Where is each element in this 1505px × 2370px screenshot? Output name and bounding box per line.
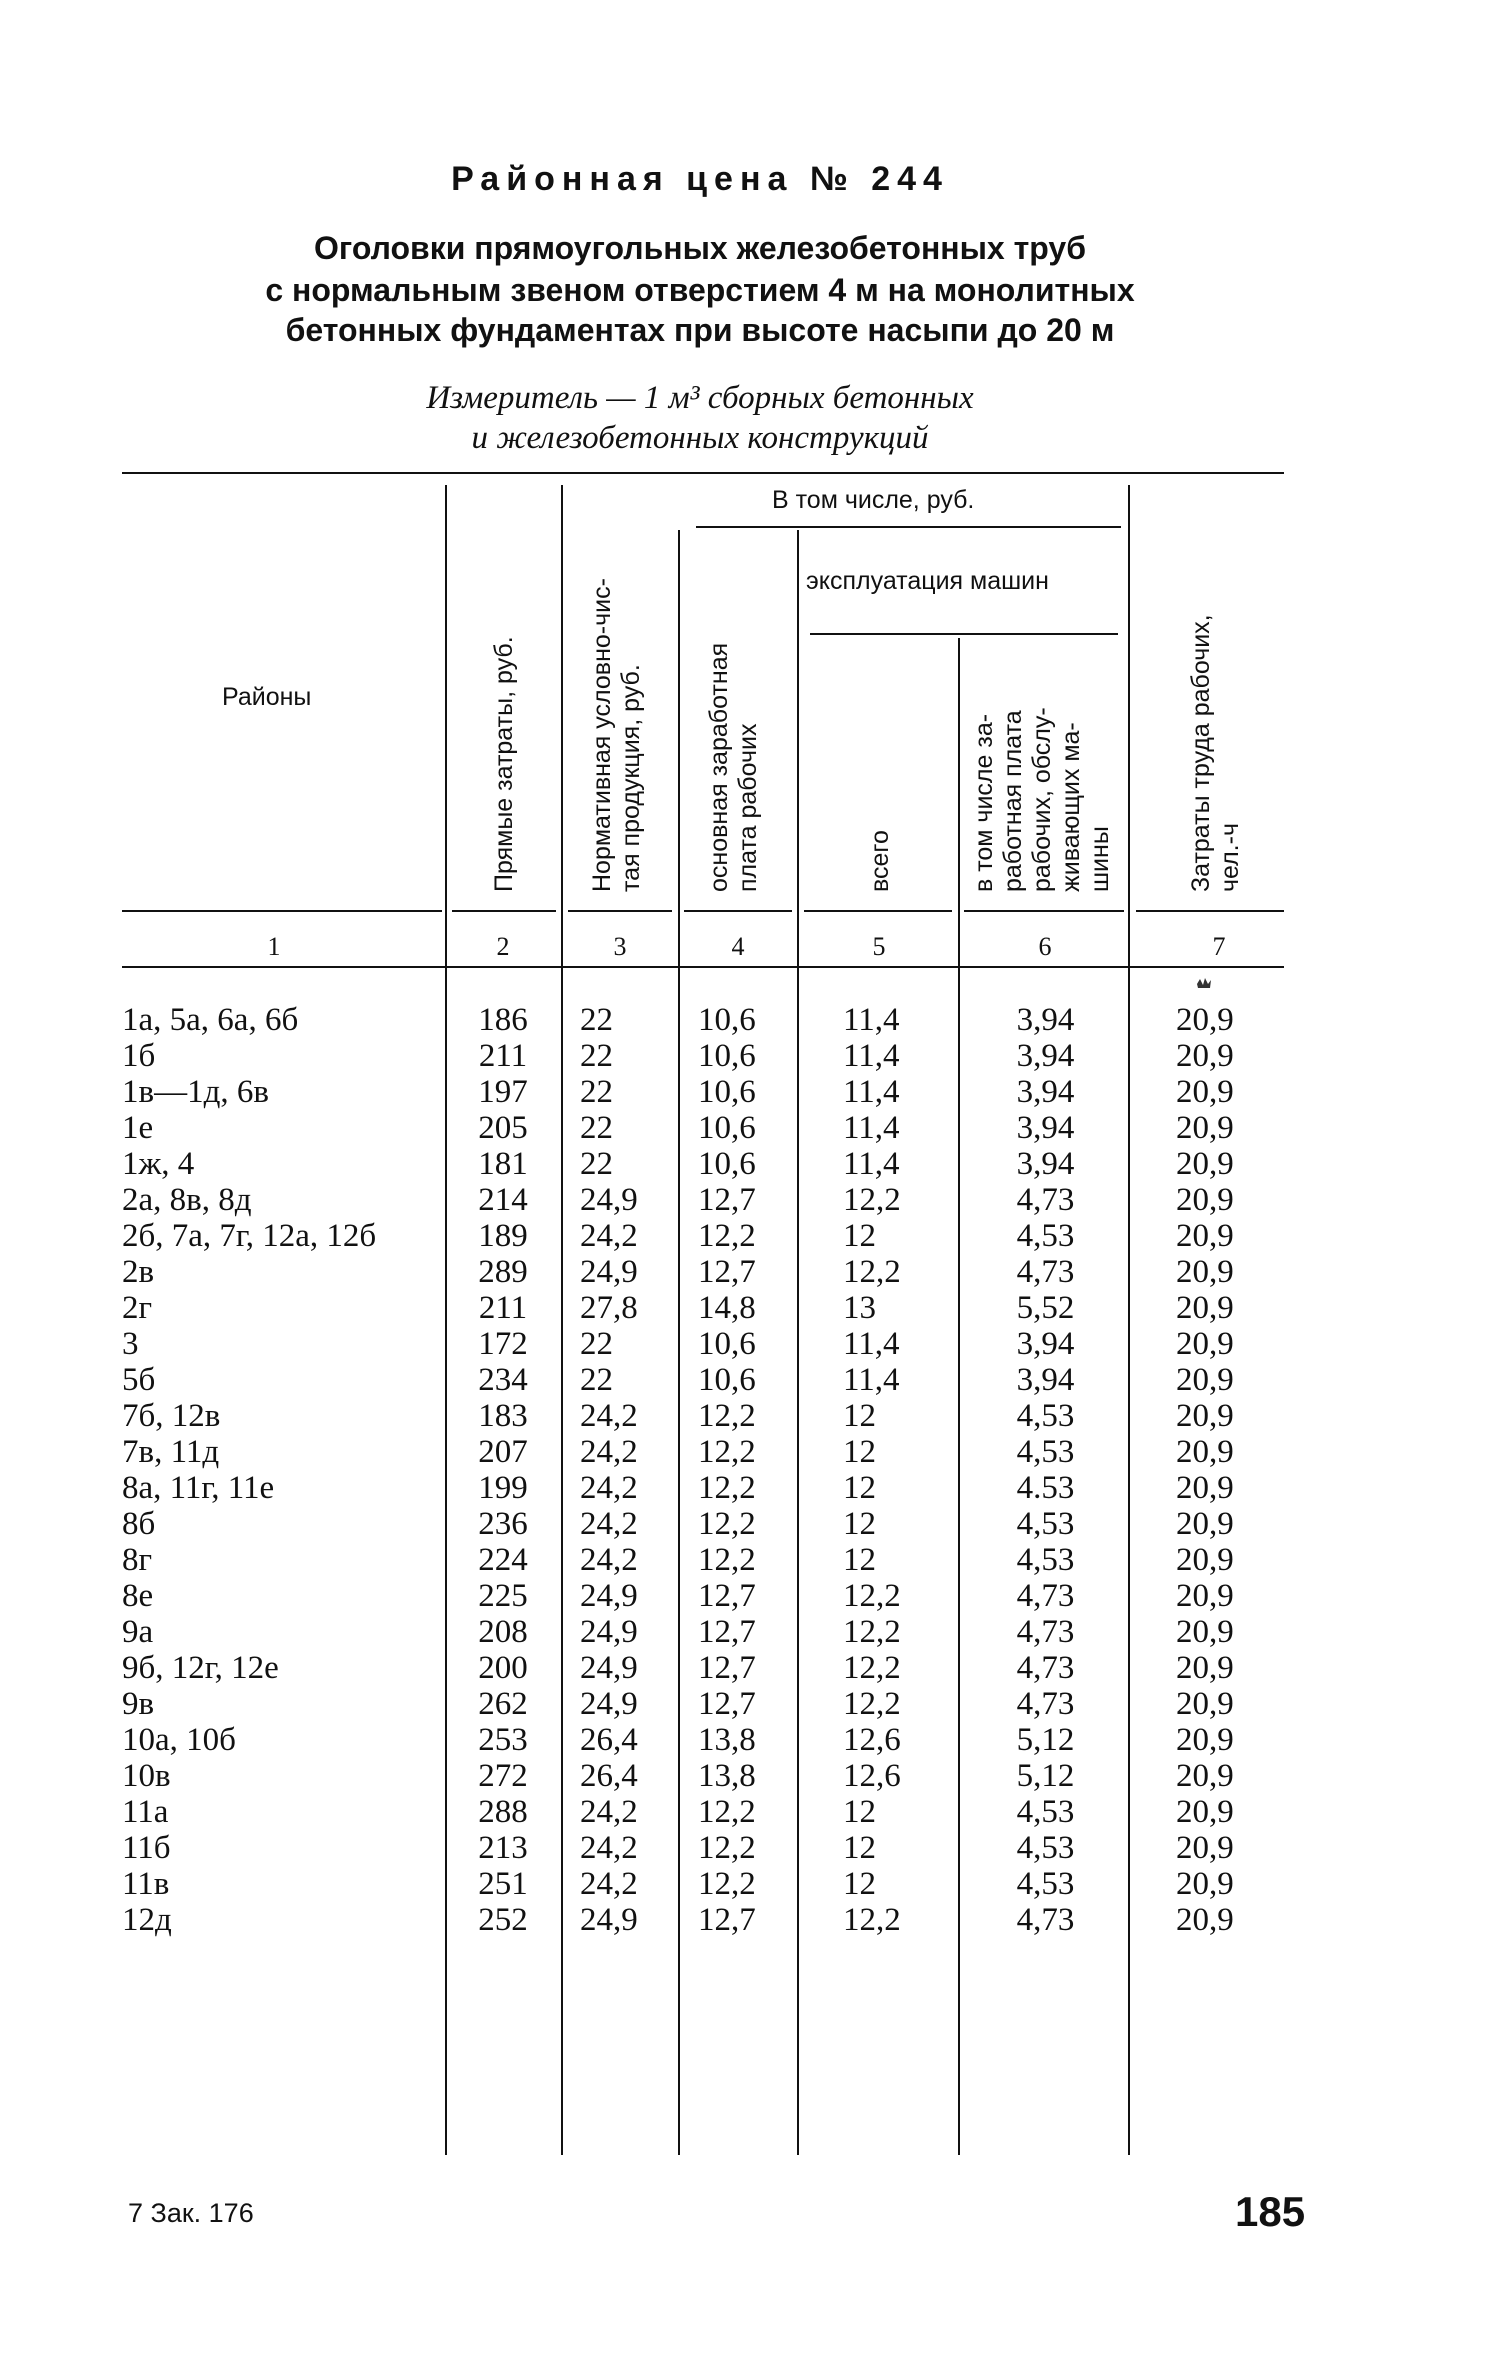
region-cell: 10в [122,1758,171,1794]
table-row [0,1506,1400,1542]
header-bottom-rule-6 [964,910,1124,912]
normative-cell: 22 [580,1146,613,1182]
normative-cell: 24,9 [580,1578,638,1614]
table-row [0,1110,1400,1146]
machines-total-cell: 12,2 [843,1902,901,1938]
wage-cell: 12,2 [698,1470,756,1506]
wage-cell: 12,2 [698,1218,756,1254]
region-cell: 8а, 11г, 11е [122,1470,275,1506]
region-cell: 3 [122,1326,139,1362]
machines-total-cell: 12,2 [843,1578,901,1614]
wage-cell: 13,8 [698,1722,756,1758]
wage-cell: 12,2 [698,1542,756,1578]
wage-cell: 12,7 [698,1578,756,1614]
wage-cell: 14,8 [698,1290,756,1326]
region-cell: 1в—1д, 6в [122,1074,269,1110]
normative-cell: 24,2 [580,1542,638,1578]
machines-wage-cell: 4,53 [1016,1434,1075,1470]
table-row [0,1290,1400,1326]
table-row [0,1398,1400,1434]
direct-costs-cell: 236 [478,1506,528,1542]
region-cell: 5б [122,1362,156,1398]
machines-wage-cell: 4,53 [1016,1398,1075,1434]
wage-cell: 12,2 [698,1506,756,1542]
table-row [0,1326,1400,1362]
labor-cell: 20,9 [1176,1110,1234,1146]
region-cell: 8г [122,1542,153,1578]
header-bottom-rule-5 [804,910,952,912]
region-cell: 1а, 5а, 6а, 6б [122,1002,299,1038]
including-rule [696,526,1121,528]
column-number-3: 3 [613,932,627,961]
direct-costs-cell: 172 [478,1326,528,1362]
machines-wage-cell: 3,94 [1016,1038,1075,1074]
direct-costs-cell: 211 [478,1290,528,1326]
machines-rule [810,633,1118,635]
table-row [0,1578,1400,1614]
wage-cell: 10,6 [698,1002,756,1038]
region-cell: 1б [122,1038,156,1074]
wage-cell: 12,2 [698,1398,756,1434]
labor-cell: 20,9 [1176,1254,1234,1290]
machines-total-cell: 12 [843,1506,876,1542]
labor-cell: 20,9 [1176,1470,1234,1506]
normative-cell: 24,9 [580,1614,638,1650]
table-row [0,1182,1400,1218]
labor-cell: 20,9 [1176,1038,1234,1074]
table-row [0,1362,1400,1398]
labor-cell: 20,9 [1176,1326,1234,1362]
labor-cell: 20,9 [1176,1506,1234,1542]
machines-wage-cell: 4,53 [1016,1866,1075,1902]
machines-total-cell: 12,2 [843,1182,901,1218]
column-number-1: 1 [267,932,281,961]
column-number-7: 7 [1212,932,1226,961]
meter-line-2: и железобетонных конструкций [471,420,929,456]
labor-cell: 20,9 [1176,1830,1234,1866]
wage-cell: 10,6 [698,1110,756,1146]
region-cell: 9в [122,1686,155,1722]
machines-wage-cell: 4,53 [1016,1830,1075,1866]
meter-line-1: Измеритель — 1 м³ сборных бетонных [426,380,974,416]
header-incl-5: шины [1086,826,1114,892]
wage-cell: 10,6 [698,1146,756,1182]
machines-wage-cell: 4,73 [1016,1686,1075,1722]
region-cell: 1ж, 4 [122,1146,195,1182]
machines-wage-cell: 4,53 [1016,1506,1075,1542]
region-cell: 2б, 7а, 7г, 12а, 12б [122,1218,377,1254]
machines-total-cell: 12 [843,1434,876,1470]
machines-wage-cell: 4,73 [1016,1902,1075,1938]
machines-wage-cell: 4,73 [1016,1182,1075,1218]
region-cell: 7б, 12в [122,1398,221,1434]
column-number-2: 2 [496,932,510,961]
header-bottom-rule-7 [1136,910,1284,912]
labor-cell: 20,9 [1176,1686,1234,1722]
machines-total-cell: 12,2 [843,1686,901,1722]
labor-cell: 20,9 [1176,1542,1234,1578]
column-number-6: 6 [1038,932,1052,961]
wage-cell: 12,2 [698,1830,756,1866]
wage-cell: 10,6 [698,1326,756,1362]
header-bottom-rule-1 [122,910,442,912]
wage-cell: 12,7 [698,1686,756,1722]
header-normative-2: тая продукция, руб. [617,664,645,892]
direct-costs-cell: 234 [478,1362,528,1398]
wage-cell: 13,8 [698,1758,756,1794]
table-row [0,1074,1400,1110]
machines-wage-cell: 4,53 [1016,1794,1075,1830]
labor-cell: 20,9 [1176,1290,1234,1326]
normative-cell: 22 [580,1326,613,1362]
labor-cell: 20,9 [1176,1218,1234,1254]
wage-cell: 12,7 [698,1614,756,1650]
normative-cell: 24,2 [580,1866,638,1902]
normative-cell: 26,4 [580,1722,638,1758]
region-cell: 9б, 12г, 12е [122,1650,279,1686]
machines-wage-cell: 3,94 [1016,1002,1075,1038]
normative-cell: 24,9 [580,1254,638,1290]
region-cell: 8б [122,1506,156,1542]
direct-costs-cell: 251 [478,1866,528,1902]
machines-wage-cell: 5,12 [1016,1758,1075,1794]
labor-cell: 20,9 [1176,1614,1234,1650]
machines-wage-cell: 4,53 [1016,1218,1075,1254]
direct-costs-cell: 289 [478,1254,528,1290]
machines-wage-cell: 4.53 [1016,1470,1075,1506]
region-cell: 1е [122,1110,154,1146]
direct-costs-cell: 288 [478,1794,528,1830]
table-row [0,1434,1400,1470]
machines-total-cell: 12 [843,1794,876,1830]
direct-costs-cell: 213 [478,1830,528,1866]
direct-costs-cell: 253 [478,1722,528,1758]
direct-costs-cell: 262 [478,1686,528,1722]
wage-cell: 10,6 [698,1362,756,1398]
wage-cell: 12,7 [698,1902,756,1938]
machines-total-cell: 12 [843,1830,876,1866]
wage-cell: 12,2 [698,1434,756,1470]
table-row [0,1218,1400,1254]
direct-costs-cell: 211 [478,1038,528,1074]
subtitle-line-1: Оголовки прямоугольных железобетонных труб [314,230,1086,266]
header-incl-4: живающих ма- [1057,722,1085,892]
normative-cell: 24,9 [580,1650,638,1686]
normative-cell: 24,2 [580,1470,638,1506]
table-row [0,1902,1400,1938]
machines-total-cell: 12 [843,1218,876,1254]
order-code: 7 Зак. 176 [128,2198,254,2228]
normative-cell: 22 [580,1362,613,1398]
direct-costs-cell: 183 [478,1398,528,1434]
direct-costs-cell: 207 [478,1434,528,1470]
header-bottom-rule-2 [452,910,556,912]
machines-wage-cell: 3,94 [1016,1146,1075,1182]
labor-cell: 20,9 [1176,1578,1234,1614]
normative-cell: 22 [580,1074,613,1110]
normative-cell: 22 [580,1038,613,1074]
direct-costs-cell: 224 [478,1542,528,1578]
column-number-5: 5 [872,932,886,961]
machines-wage-cell: 3,94 [1016,1362,1075,1398]
region-cell: 8е [122,1578,154,1614]
machines-wage-cell: 4,73 [1016,1650,1075,1686]
machines-total-cell: 12 [843,1866,876,1902]
direct-costs-cell: 252 [478,1902,528,1938]
ink-blot-icon [1196,976,1212,990]
normative-cell: 24,2 [580,1398,638,1434]
machines-total-cell: 11,4 [843,1146,900,1182]
normative-cell: 24,2 [580,1830,638,1866]
labor-cell: 20,9 [1176,1146,1234,1182]
header-total: всего [866,830,894,892]
direct-costs-cell: 208 [478,1614,528,1650]
wage-cell: 12,2 [698,1866,756,1902]
machines-wage-cell: 4,73 [1016,1254,1075,1290]
wage-cell: 10,6 [698,1074,756,1110]
normative-cell: 22 [580,1002,613,1038]
header-labor-2: чел.-ч [1216,823,1244,892]
direct-costs-cell: 181 [478,1146,528,1182]
table-row [0,1038,1400,1074]
page-number: 185 [1235,2188,1306,2235]
machines-total-cell: 13 [843,1290,876,1326]
normative-cell: 24,2 [580,1434,638,1470]
table-row [0,1686,1400,1722]
machines-total-cell: 12,6 [843,1758,901,1794]
direct-costs-cell: 225 [478,1578,528,1614]
table-row [0,1830,1400,1866]
wage-cell: 12,7 [698,1182,756,1218]
direct-costs-cell: 200 [478,1650,528,1686]
machines-total-cell: 11,4 [843,1110,900,1146]
machines-total-cell: 12 [843,1398,876,1434]
column-number-4: 4 [731,932,745,961]
price-title: Районная цена № 244 [451,160,949,198]
labor-cell: 20,9 [1176,1722,1234,1758]
machines-wage-cell: 5,12 [1016,1722,1075,1758]
machines-wage-cell: 5,52 [1016,1290,1075,1326]
table-row [0,1758,1400,1794]
labor-cell: 20,9 [1176,1866,1234,1902]
normative-cell: 24,2 [580,1506,638,1542]
subtitle-line-2: с нормальным звеном отверстием 4 м на монолитных [265,272,1135,308]
normative-cell: 24,9 [580,1686,638,1722]
header-bottom-rule-4 [684,910,792,912]
header-incl-3: рабочих, обслу- [1028,707,1056,892]
labor-cell: 20,9 [1176,1434,1234,1470]
header-incl-1: в том числе за- [970,713,998,892]
direct-costs-cell: 272 [478,1758,528,1794]
labor-cell: 20,9 [1176,1182,1234,1218]
machines-wage-cell: 3,94 [1016,1110,1075,1146]
machines-total-cell: 12,2 [843,1650,901,1686]
direct-costs-cell: 186 [478,1002,528,1038]
labor-cell: 20,9 [1176,1650,1234,1686]
region-cell: 2а, 8в, 8д [122,1182,252,1218]
machines-total-cell: 12,2 [843,1614,901,1650]
labor-cell: 20,9 [1176,1398,1234,1434]
header-including: В том числе, руб. [772,486,975,514]
table-body [0,1002,1400,1938]
machines-total-cell: 12 [843,1542,876,1578]
wage-cell: 10,6 [698,1038,756,1074]
machines-total-cell: 12,2 [843,1254,901,1290]
colnum-bottom-rule [122,966,1284,968]
normative-cell: 22 [580,1110,613,1146]
direct-costs-cell: 189 [478,1218,528,1254]
subtitle-line-3: бетонных фундаментах при высоте насыпи до 20 м [285,312,1115,348]
header-wage-1: основная заработная [705,642,733,892]
machines-total-cell: 12,6 [843,1722,901,1758]
normative-cell: 26,4 [580,1758,638,1794]
region-cell: 12д [122,1902,172,1938]
machines-wage-cell: 3,94 [1016,1326,1075,1362]
machines-wage-cell: 4,73 [1016,1614,1075,1650]
machines-total-cell: 11,4 [843,1038,900,1074]
table-row [0,1614,1400,1650]
header-machines: эксплуатация машин [806,567,1049,595]
wage-cell: 12,7 [698,1254,756,1290]
machines-total-cell: 11,4 [843,1002,900,1038]
region-cell: 10а, 10б [122,1722,236,1758]
table-top-rule [122,472,1284,474]
machines-total-cell: 11,4 [843,1362,900,1398]
table-row [0,1650,1400,1686]
machines-wage-cell: 4,73 [1016,1578,1075,1614]
region-cell: 11а [122,1794,169,1830]
labor-cell: 20,9 [1176,1002,1234,1038]
labor-cell: 20,9 [1176,1902,1234,1938]
header-regions: Районы [222,683,312,711]
table-row [0,1542,1400,1578]
labor-cell: 20,9 [1176,1758,1234,1794]
machines-wage-cell: 4,53 [1016,1542,1075,1578]
region-cell: 11в [122,1866,170,1902]
header-incl-2: работная плата [999,710,1027,892]
header-labor-1: Затраты труда рабочих, [1187,614,1215,892]
machines-total-cell: 11,4 [843,1326,900,1362]
direct-costs-cell: 199 [478,1470,528,1506]
region-cell: 11б [122,1830,171,1866]
header-normative-1: Нормативная условно-чис- [588,578,616,892]
region-cell: 2г [122,1290,153,1326]
normative-cell: 24,9 [580,1902,638,1938]
header-bottom-rule-3 [568,910,672,912]
direct-costs-cell: 197 [478,1074,528,1110]
table-row [0,1146,1400,1182]
table-row [0,1866,1400,1902]
machines-total-cell: 11,4 [843,1074,900,1110]
table-row [0,1722,1400,1758]
labor-cell: 20,9 [1176,1362,1234,1398]
table-row [0,1470,1400,1506]
direct-costs-cell: 214 [478,1182,528,1218]
machines-total-cell: 12 [843,1470,876,1506]
labor-cell: 20,9 [1176,1794,1234,1830]
normative-cell: 24,2 [580,1794,638,1830]
normative-cell: 27,8 [580,1290,638,1326]
wage-cell: 12,7 [698,1650,756,1686]
table-row [0,1794,1400,1830]
normative-cell: 24,9 [580,1182,638,1218]
labor-cell: 20,9 [1176,1074,1234,1110]
table-row [0,1254,1400,1290]
table-row [0,1002,1400,1038]
normative-cell: 24,2 [580,1218,638,1254]
direct-costs-cell: 205 [478,1110,528,1146]
machines-wage-cell: 3,94 [1016,1074,1075,1110]
wage-cell: 12,2 [698,1794,756,1830]
header-direct-costs: Прямые затраты, руб. [490,636,518,892]
region-cell: 7в, 11д [122,1434,220,1470]
region-cell: 2в [122,1254,155,1290]
region-cell: 9а [122,1614,154,1650]
header-wage-2: плата рабочих [734,723,762,892]
